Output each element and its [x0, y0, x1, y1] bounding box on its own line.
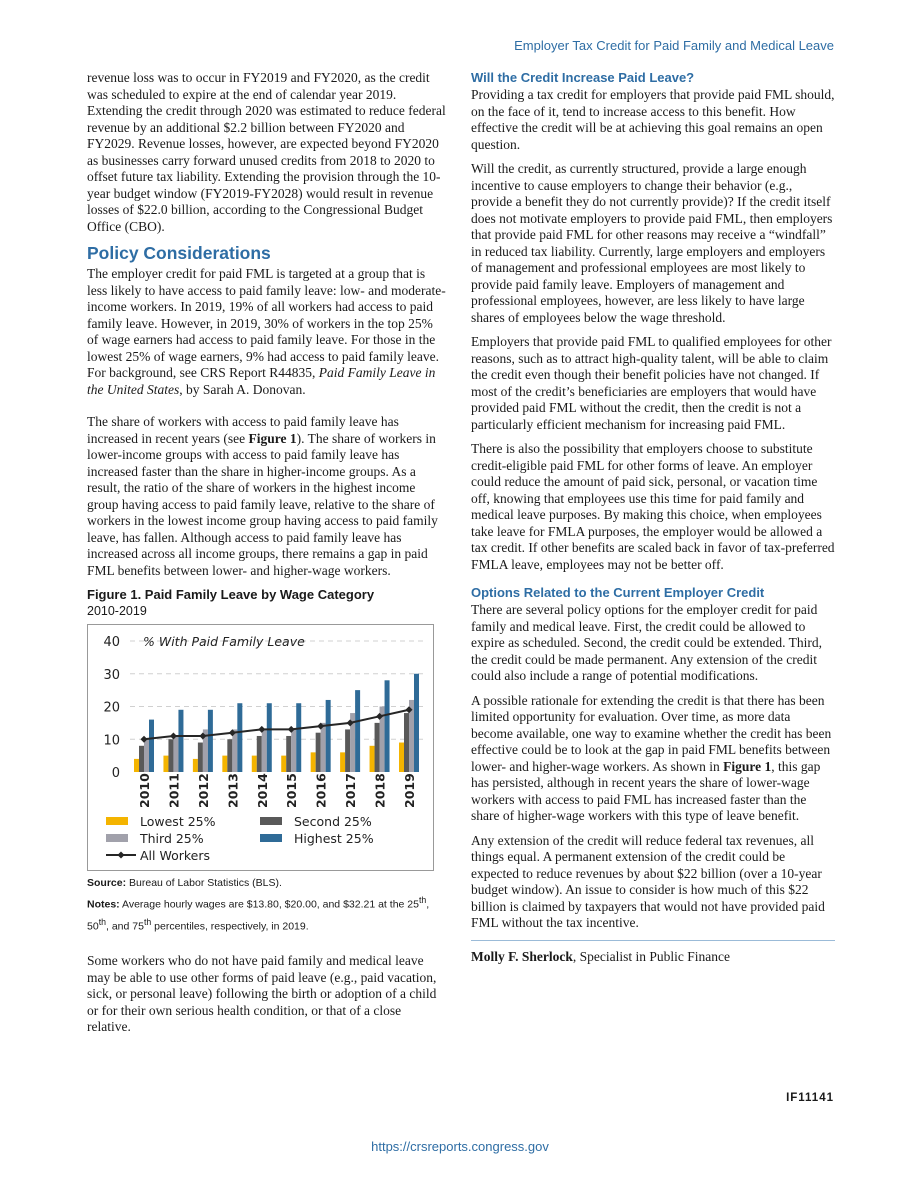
bar-second: [286, 736, 291, 772]
notes-text: Average hourly wages are $13.80, $20.00, and $32.21 at the 25: [122, 898, 419, 911]
paragraph-substitution: There is also the possibility that employers choose to substitute credit-eligible paid FML for other forms of leave. An employer could reduce the amount of paid sick, personal, or vacation time off, knowing that employees use this time for paid family and medical leave purposes. By making this choice, when employees take leave for FMLA purposes, the employer would be allowed a tax credit. If other benefits are scaled back in favor of tax-preferred FMLA leave, employees may not be better off.: [471, 441, 835, 572]
bar-highest: [178, 710, 183, 772]
right-column: [471, 70, 835, 973]
legend-label-highest: Highest 25%: [294, 831, 374, 846]
bar-second: [345, 729, 350, 772]
bar-lowest: [311, 752, 316, 772]
y-tick-label: 10: [103, 733, 120, 749]
figure-title: Figure 1. Paid Family Leave by Wage Category: [87, 587, 375, 602]
bar-third: [321, 723, 326, 772]
figure-reference: Figure 1: [248, 430, 297, 446]
author-line: [471, 949, 835, 966]
bar-second: [227, 739, 232, 772]
running-header: Employer Tax Credit for Paid Family and Medical Leave: [514, 38, 834, 53]
bar-third: [262, 729, 267, 772]
bar-highest: [208, 710, 213, 772]
bar-lowest: [193, 759, 198, 772]
bar-lowest: [252, 756, 257, 772]
x-tick-label: 2011: [166, 773, 182, 808]
notes-text: , and 75: [106, 920, 144, 932]
options-heading: Options Related to the Current Employer Credit: [471, 585, 765, 600]
left-column: [87, 70, 447, 1044]
bar-chart: [88, 625, 433, 870]
paragraph-text: ). The share of workers in lower-income groups with access to paid family leave has increased faster than the share in higher-income groups. As a result, the ratio of the share of workers in the highest income group having access to paid family leave, relative to the share of workers in the lowest income group having access to paid family leave, has fallen. Although access to paid family leave has increased across all income groups, there remains a gap in paid FML benefits between lower- and higher-wage workers.: [87, 430, 438, 578]
author-divider: [471, 940, 835, 941]
legend-label-lowest: Lowest 25%: [140, 814, 216, 829]
document-id: IF11141: [786, 1092, 834, 1104]
paragraph-text: , this gap has persisted, although in recent years the share of lower-wage workers with access to paid FML has increased faster than the share of higher-wage workers with this type of leave benefit.: [471, 758, 821, 823]
bar-lowest: [340, 752, 345, 772]
bar-second: [375, 723, 380, 772]
legend-label-all-workers: All Workers: [140, 848, 211, 863]
y-tick-label: 30: [103, 667, 120, 683]
series-line-all-workers: [144, 710, 409, 739]
bar-second: [257, 736, 262, 772]
notes-label: Notes:: [87, 898, 120, 911]
paragraph-rationale: [471, 693, 835, 825]
bar-lowest: [281, 756, 286, 772]
paragraph-revenue-effect: Any extension of the credit will reduce federal tax revenues, all things equal. A permanent extension of the credit could be expected to reduce revenues by about $22 billion (over a 10-year budget window). An issue to consider is how much of this $22 billion is claimed by taxpayers that would not have provided paid FML without the tax incentive.: [471, 832, 825, 930]
y-tick-label: 0: [111, 766, 120, 781]
ordinal-suffix: th: [143, 916, 152, 927]
x-tick-label: 2017: [343, 773, 359, 808]
bar-lowest: [163, 756, 168, 772]
bar-third: [144, 739, 149, 772]
bar-lowest: [399, 743, 404, 772]
x-tick-label: 2010: [137, 773, 152, 808]
bar-second: [198, 743, 203, 772]
bar-second: [168, 739, 173, 772]
paragraph-tax-credit-access: Providing a tax credit for employers that provide paid FML should, on the face of it, tend to increase access to this benefit. How effective the credit will be at achieving this goal remains an open question.: [471, 87, 835, 152]
figure-source: [87, 875, 447, 892]
notes-text: , 50: [87, 898, 430, 932]
y-tick-label: 40: [103, 635, 120, 650]
x-tick-label: 2019: [402, 773, 417, 808]
legend-swatch-lowest: [106, 817, 128, 825]
paragraph-targeted-group: [87, 266, 447, 398]
bar-highest: [414, 674, 419, 772]
paragraph-text: The share of workers with access to paid family leave has increased in recent years (see: [87, 414, 399, 446]
x-tick-label: 2015: [284, 773, 300, 808]
figure-subtitle: 2010-2019: [87, 604, 147, 618]
bar-third: [232, 729, 237, 772]
paragraph-incentive: Will the credit, as currently structured, provide a large enough incentive to cause employers to change their behavior (e.g., provide a benefit they do not currently provide)? If the credit itself does not motivate employers to provide paid FML, then employers that provide paid FML for other reasons may receive a “windfall” in reduced tax liability. Currently, large employers and employers of management and professional employees are most likely to provide paid family leave. Employers of management and professional employees, however, are less likely to have large shares of employees below the wage threshold.: [471, 161, 833, 325]
legend-label-second: Second 25%: [294, 814, 372, 829]
bar-second: [139, 746, 144, 772]
x-tick-label: 2013: [225, 773, 241, 808]
bar-highest: [149, 720, 154, 772]
legend-label-third: Third 25%: [140, 831, 204, 846]
author-role: , Specialist in Public Finance: [572, 948, 730, 964]
footer-url-link[interactable]: https://crsreports.congress.gov: [371, 1139, 549, 1154]
bar-third: [291, 729, 296, 772]
source-label: Source:: [87, 877, 127, 889]
x-tick-label: 2016: [313, 773, 329, 808]
bar-highest: [326, 700, 331, 772]
source-text: Bureau of Labor Statistics (BLS).: [129, 877, 282, 889]
bar-lowest: [222, 756, 227, 772]
legend-swatch-second: [260, 817, 282, 825]
bar-highest: [385, 680, 390, 772]
bar-second: [316, 733, 321, 772]
paragraph-other-leave: Some workers who do not have paid family and medical leave may be able to use other forms of paid leave (e.g., paid vacation, sick, or personal leave) following the birth or adoption of a child or for their own serious health condition, or that of a close relative.: [87, 953, 437, 1034]
paragraph-text: A possible rationale for extending the credit is that there has been limited opportunity for evaluation. Over time, as more data become available, one way to examine whether the credit has been effective could be to look at the gap in paid FML benefits between lower- and higher-wage workers. As shown in: [471, 692, 832, 774]
paragraph-share-increase: [87, 414, 447, 579]
notes-text: percentiles, respectively, in 2019.: [151, 920, 309, 932]
policy-considerations-heading: Policy Considerations: [87, 243, 271, 263]
bar-lowest: [370, 746, 375, 772]
legend-swatch-highest: [260, 834, 282, 842]
legend-swatch-third: [106, 834, 128, 842]
y-tick-label: 20: [103, 700, 120, 716]
bar-lowest: [134, 759, 139, 772]
ordinal-suffix: th: [418, 895, 427, 905]
x-tick-label: 2014: [254, 773, 270, 808]
paragraph-text: , by Sarah A. Donovan.: [179, 381, 306, 397]
bar-second: [404, 713, 409, 772]
report-title-link: Paid Family Leave in the United States: [87, 365, 436, 397]
ordinal-suffix: th: [98, 916, 106, 927]
figure-notes: [87, 892, 447, 935]
bar-highest: [267, 703, 272, 772]
bar-highest: [355, 690, 360, 772]
x-tick-label: 2018: [372, 773, 388, 808]
bar-highest: [296, 703, 301, 772]
chart-title: % With Paid Family Leave: [143, 634, 305, 649]
bar-third: [173, 736, 178, 772]
increase-paid-leave-heading: Will the Credit Increase Paid Leave?: [471, 70, 695, 85]
chart-frame: [87, 624, 434, 871]
paragraph-windfall: Employers that provide paid FML to qualified employees for other reasons, such as to attract high-quality talent, will be able to claim the credit even though their benefit policies have not changed. If most of the credit’s beneficiaries are employers that would have provided paid FML without the credit, then the credit is not a particularly efficient mechanism for increasing paid FML.: [471, 334, 832, 432]
figure-reference: Figure 1: [723, 758, 772, 774]
paragraph-revenue-loss: revenue loss was to occur in FY2019 and FY2020, as the credit was scheduled to expire at the end of calendar year 2019. Extending the credit through 2020 was estimated to reduce federal revenue by an additional $2.2 billion between FY2020 and FY2029. Revenue losses, however, are expected beyond FY2020 as businesses carry forward unused credits from 2018 to 2020 to offset future tax liability. Extending the provision through the 10-year budget window (FY2019-FY2028) would result in revenue losses of $22.0 billion, according to the Congressional Budget Office (CBO).: [87, 70, 446, 234]
legend-marker-all-workers: [118, 852, 125, 859]
x-tick-label: 2012: [195, 773, 211, 808]
paragraph-text: The employer credit for paid FML is targeted at a group that is less likely to have access to paid family leave: low- and moderate-income workers. In 2019, 19% of all workers had access to paid family leave. However, in 2019, 30% of workers in the top 25% of wage earners had access to paid family leave. For those in the lowest 25% of wage earners, 9% had access to paid family leave. For background, see CRS Report R44835,: [87, 266, 446, 380]
paragraph-policy-options: There are several policy options for the employer credit for paid family and medical leave. First, the credit could be allowed to expire as scheduled. Second, the credit could be extended. Third, the credit could be made permanent. Any extension of the credit could also include a range of potential modifications.: [471, 602, 823, 683]
author-name: Molly F. Sherlock: [471, 948, 573, 964]
bar-highest: [237, 703, 242, 772]
